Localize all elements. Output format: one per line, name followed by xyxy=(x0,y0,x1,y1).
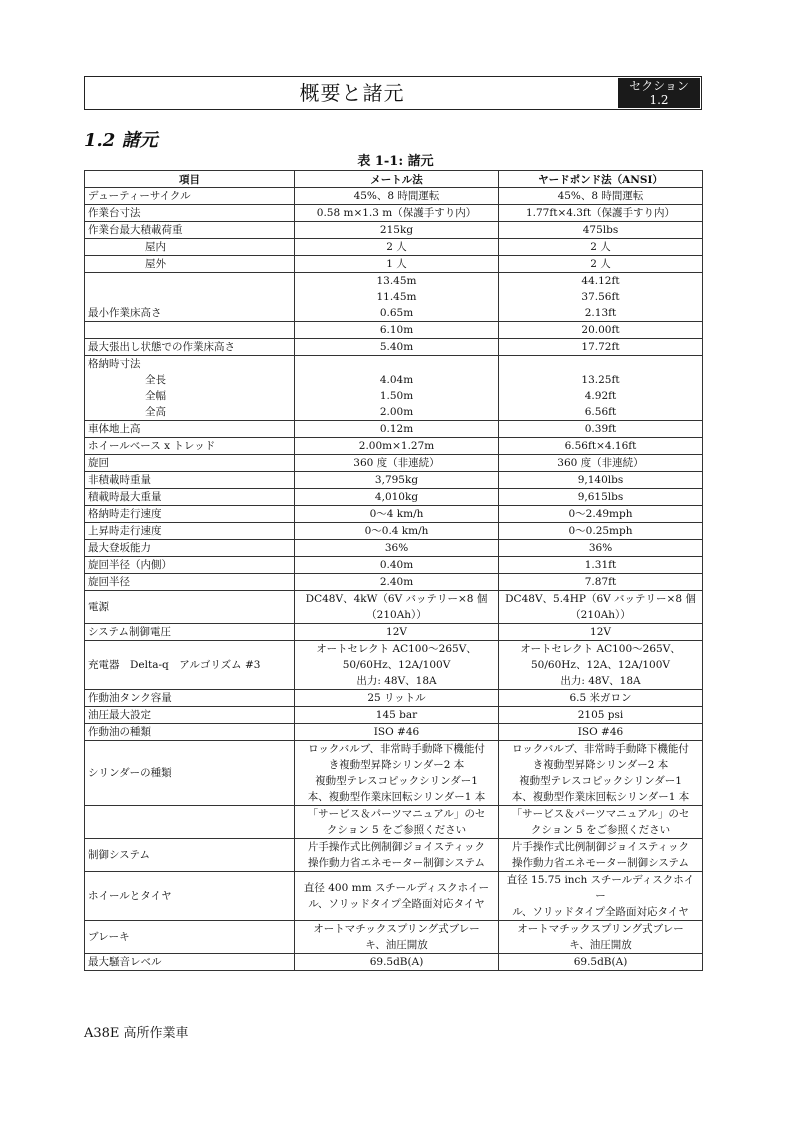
row-label: 格納時走行速度 xyxy=(85,506,295,523)
row-label: 電源 xyxy=(85,591,295,624)
ansi-value xyxy=(499,921,703,954)
table-row xyxy=(85,506,703,523)
ansi-line: 37.56ft xyxy=(581,291,620,303)
metric-value: 0.40m xyxy=(295,557,499,574)
row-label: 車体地上高 xyxy=(85,421,295,438)
table-row xyxy=(85,421,703,438)
ansi-value: 17.72ft xyxy=(499,339,703,356)
ansi-value: 1.77ft×4.3ft（保護手すり内） xyxy=(499,205,703,222)
row-label: 旋回半径（内側） xyxy=(85,557,295,574)
header-item: 項目 xyxy=(85,171,295,188)
section-heading: 1.2 諸元 xyxy=(84,130,158,151)
metric-value xyxy=(295,641,499,690)
ansi-value: 6.5 米ガロン xyxy=(499,690,703,707)
metric-value xyxy=(295,872,499,921)
row-label: 充電器 Delta-q アルゴリズム #3 xyxy=(85,641,295,690)
metric-value: 2.40m xyxy=(295,574,499,591)
row-label: 作業台最大積載荷重 xyxy=(85,222,295,239)
row-label: 屋内 xyxy=(85,239,295,256)
row-label: ブレーキ xyxy=(85,921,295,954)
row-sub-label: 全高 xyxy=(145,406,166,418)
metric-line: オートマチックスプリング式ブレー xyxy=(313,923,480,935)
row-label: 上昇時走行速度 xyxy=(85,523,295,540)
ansi-line: DC48V、5.4HP（6V バッテリー×8 個 xyxy=(505,593,696,605)
table-row xyxy=(85,205,703,222)
metric-line: 50/60Hz、12A/100V xyxy=(342,659,451,671)
page-header xyxy=(84,76,702,110)
metric-value: 5.40m xyxy=(295,339,499,356)
ansi-value: 7.87ft xyxy=(499,574,703,591)
table-row xyxy=(85,707,703,724)
spec-table xyxy=(84,170,703,971)
ansi-value xyxy=(499,872,703,921)
metric-value: 215kg xyxy=(295,222,499,239)
row-label xyxy=(85,322,295,339)
metric-value xyxy=(295,806,499,839)
table-row xyxy=(85,806,703,839)
ansi-value xyxy=(499,356,703,421)
metric-line: 13.45m xyxy=(376,275,417,287)
row-label xyxy=(85,356,295,421)
ansi-line: ロックバルブ、非常時手動降下機能付 xyxy=(512,743,689,755)
metric-line: キ、油圧開放 xyxy=(365,939,428,951)
ansi-value: 2105 psi xyxy=(499,707,703,724)
ansi-value xyxy=(499,273,703,322)
row-label: シリンダーの種類 xyxy=(85,741,295,806)
metric-line: 片手操作式比例制御ジョイスティック xyxy=(307,841,486,853)
table-row xyxy=(85,256,703,273)
metric-value: 3,795kg xyxy=(295,472,499,489)
metric-value: 6.10m xyxy=(295,322,499,339)
row-label: 油圧最大設定 xyxy=(85,707,295,724)
section-badge-number: 1.2 xyxy=(649,93,669,107)
ansi-value: 12V xyxy=(499,624,703,641)
ansi-value: 9,140lbs xyxy=(499,472,703,489)
ansi-value xyxy=(499,641,703,690)
header-ansi: ヤードポンド法（ANSI） xyxy=(499,171,703,188)
metric-line: 出力: 48V、18A xyxy=(356,675,437,687)
table-row xyxy=(85,540,703,557)
metric-value: 0.58 m×1.3 m（保護手すり内） xyxy=(295,205,499,222)
ansi-value xyxy=(499,741,703,806)
ansi-line: き複動型昇降シリンダー2 本 xyxy=(532,759,669,771)
metric-value: 25 リットル xyxy=(295,690,499,707)
ansi-line: 複動型テレスコピックシリンダー1 xyxy=(519,775,682,787)
table-row xyxy=(85,273,703,322)
ansi-line: 50/60Hz、12A、12A/100V xyxy=(531,659,670,671)
metric-value: 12V xyxy=(295,624,499,641)
ansi-line: 操作動力省エネモーター制御システム xyxy=(511,857,690,869)
row-label xyxy=(85,273,295,322)
metric-line: 4.04m xyxy=(379,374,414,386)
metric-line: 「サービス＆パーツマニュアル」のセ xyxy=(307,808,486,820)
metric-value: 2 人 xyxy=(295,239,499,256)
table-row xyxy=(85,455,703,472)
metric-line: 1.50m xyxy=(379,390,414,402)
row-label: 作動油の種類 xyxy=(85,724,295,741)
ansi-value: 1.31ft xyxy=(499,557,703,574)
footer-model: A38E 高所作業車 xyxy=(84,1026,189,1041)
table-row xyxy=(85,624,703,641)
ansi-line: 13.25ft xyxy=(581,374,620,386)
table-row xyxy=(85,724,703,741)
row-label: 旋回半径 xyxy=(85,574,295,591)
metric-line: オートセレクト AC100～265V、 xyxy=(316,643,477,655)
ansi-line: クション 5 をご参照ください xyxy=(530,824,671,836)
ansi-value: 0～0.25mph xyxy=(499,523,703,540)
row-sub-label: 全幅 xyxy=(145,390,166,402)
metric-line: ロックバルブ、非常時手動降下機能付 xyxy=(308,743,485,755)
row-label: 非積載時重量 xyxy=(85,472,295,489)
row-label-text: 格納時寸法 xyxy=(88,358,141,370)
row-label: 積載時最大重量 xyxy=(85,489,295,506)
metric-value: 2.00m×1.27m xyxy=(295,438,499,455)
table-row xyxy=(85,591,703,624)
metric-value: 1 人 xyxy=(295,256,499,273)
row-label-text: 最小作業床高さ xyxy=(88,307,162,319)
ansi-line: ル、ソリッドタイプ全路面対応タイヤ xyxy=(512,906,689,918)
ansi-line: 6.56ft xyxy=(584,406,617,418)
ansi-value: 36% xyxy=(499,540,703,557)
ansi-value xyxy=(499,806,703,839)
section-badge xyxy=(618,78,700,108)
ansi-value xyxy=(499,591,703,624)
ansi-line: 出力: 48V、18A xyxy=(560,675,641,687)
metric-line: 直径 400 mm スチールディスクホイー xyxy=(303,882,490,894)
metric-value: 145 bar xyxy=(295,707,499,724)
row-label: 屋外 xyxy=(85,256,295,273)
row-label: 作動油タンク容量 xyxy=(85,690,295,707)
metric-value xyxy=(295,921,499,954)
metric-value: 36% xyxy=(295,540,499,557)
table-row xyxy=(85,322,703,339)
metric-line: 2.00m xyxy=(379,406,414,418)
table-row xyxy=(85,222,703,239)
metric-line: 11.45m xyxy=(376,291,417,303)
ansi-line: 本、複動型作業床回転シリンダー1 本 xyxy=(511,791,690,803)
ansi-value: ISO #46 xyxy=(499,724,703,741)
ansi-line: 2.13ft xyxy=(584,307,617,319)
row-label: デューティーサイクル xyxy=(85,188,295,205)
ansi-value: 0.39ft xyxy=(499,421,703,438)
table-row xyxy=(85,690,703,707)
table-row xyxy=(85,523,703,540)
ansi-line: オートセレクト AC100～265V、 xyxy=(520,643,681,655)
metric-value: ISO #46 xyxy=(295,724,499,741)
ansi-line: 片手操作式比例制御ジョイスティック xyxy=(511,841,690,853)
ansi-value: 2 人 xyxy=(499,239,703,256)
row-label: 最大張出し状態での作業床高さ xyxy=(85,339,295,356)
metric-value xyxy=(295,591,499,624)
table-row xyxy=(85,741,703,806)
ansi-line: オートマチックスプリング式ブレー xyxy=(517,923,684,935)
metric-value: 69.5dB(A) xyxy=(295,954,499,971)
table-row xyxy=(85,438,703,455)
row-label: 旋回 xyxy=(85,455,295,472)
row-label: システム制御電圧 xyxy=(85,624,295,641)
table-header-row xyxy=(85,171,703,188)
ansi-line: 「サービス＆パーツマニュアル」のセ xyxy=(511,808,690,820)
table-row xyxy=(85,954,703,971)
ansi-value: 6.56ft×4.16ft xyxy=(499,438,703,455)
row-label: 最大騒音レベル xyxy=(85,954,295,971)
metric-line: 本、複動型作業床回転シリンダー1 本 xyxy=(307,791,486,803)
metric-value: 0～4 km/h xyxy=(295,506,499,523)
ansi-value: 9,615lbs xyxy=(499,489,703,506)
metric-value: 45%、8 時間運転 xyxy=(295,188,499,205)
ansi-value: 360 度（非連続） xyxy=(499,455,703,472)
table-row xyxy=(85,472,703,489)
metric-value xyxy=(295,356,499,421)
table-row xyxy=(85,839,703,872)
ansi-value: 69.5dB(A) xyxy=(499,954,703,971)
table-row xyxy=(85,239,703,256)
metric-value xyxy=(295,741,499,806)
row-label: ホイールとタイヤ xyxy=(85,872,295,921)
table-row xyxy=(85,356,703,421)
metric-value: 0～0.4 km/h xyxy=(295,523,499,540)
header-metric: メートル法 xyxy=(295,171,499,188)
metric-value xyxy=(295,839,499,872)
ansi-line: 4.92ft xyxy=(584,390,617,402)
row-label: 作業台寸法 xyxy=(85,205,295,222)
table-row xyxy=(85,872,703,921)
row-label: 最大登坂能力 xyxy=(85,540,295,557)
row-label: ホイールベース x トレッド xyxy=(85,438,295,455)
ansi-value xyxy=(499,839,703,872)
ansi-value: 0～2.49mph xyxy=(499,506,703,523)
table-caption: 表 1-1: 諸元 xyxy=(357,154,434,169)
table-row xyxy=(85,339,703,356)
metric-value: 0.12m xyxy=(295,421,499,438)
metric-line: ル、ソリッドタイプ全路面対応タイヤ xyxy=(308,898,485,910)
ansi-value: 475lbs xyxy=(499,222,703,239)
metric-line: き複動型昇降シリンダー2 本 xyxy=(328,759,465,771)
ansi-value: 20.00ft xyxy=(499,322,703,339)
table-row xyxy=(85,557,703,574)
table-row xyxy=(85,188,703,205)
metric-line: クション 5 をご参照ください xyxy=(326,824,467,836)
metric-line: （210Ah）） xyxy=(366,609,427,621)
metric-line: DC48V、4kW（6V バッテリー×8 個 xyxy=(305,593,488,605)
row-label xyxy=(85,806,295,839)
metric-value xyxy=(295,273,499,322)
row-sub-label: 全長 xyxy=(145,374,166,386)
section-badge-label: セクション xyxy=(629,79,689,93)
table-row xyxy=(85,921,703,954)
table-row xyxy=(85,489,703,506)
metric-line: 0.65m xyxy=(379,307,414,319)
ansi-line: 44.12ft xyxy=(581,275,620,287)
page-title: 概要と諸元 xyxy=(299,81,405,105)
metric-value: 4,010kg xyxy=(295,489,499,506)
metric-line: 操作動力省エネモーター制御システム xyxy=(307,857,486,869)
ansi-line: （210Ah）） xyxy=(570,609,631,621)
ansi-value: 2 人 xyxy=(499,256,703,273)
ansi-line: 直径 15.75 inch スチールディスクホイー xyxy=(506,874,695,902)
ansi-value: 45%、8 時間運転 xyxy=(499,188,703,205)
ansi-line: キ、油圧開放 xyxy=(569,939,632,951)
row-label: 制御システム xyxy=(85,839,295,872)
metric-line: 複動型テレスコピックシリンダー1 xyxy=(315,775,478,787)
table-row xyxy=(85,574,703,591)
table-row xyxy=(85,641,703,690)
metric-value: 360 度（非連続） xyxy=(295,455,499,472)
